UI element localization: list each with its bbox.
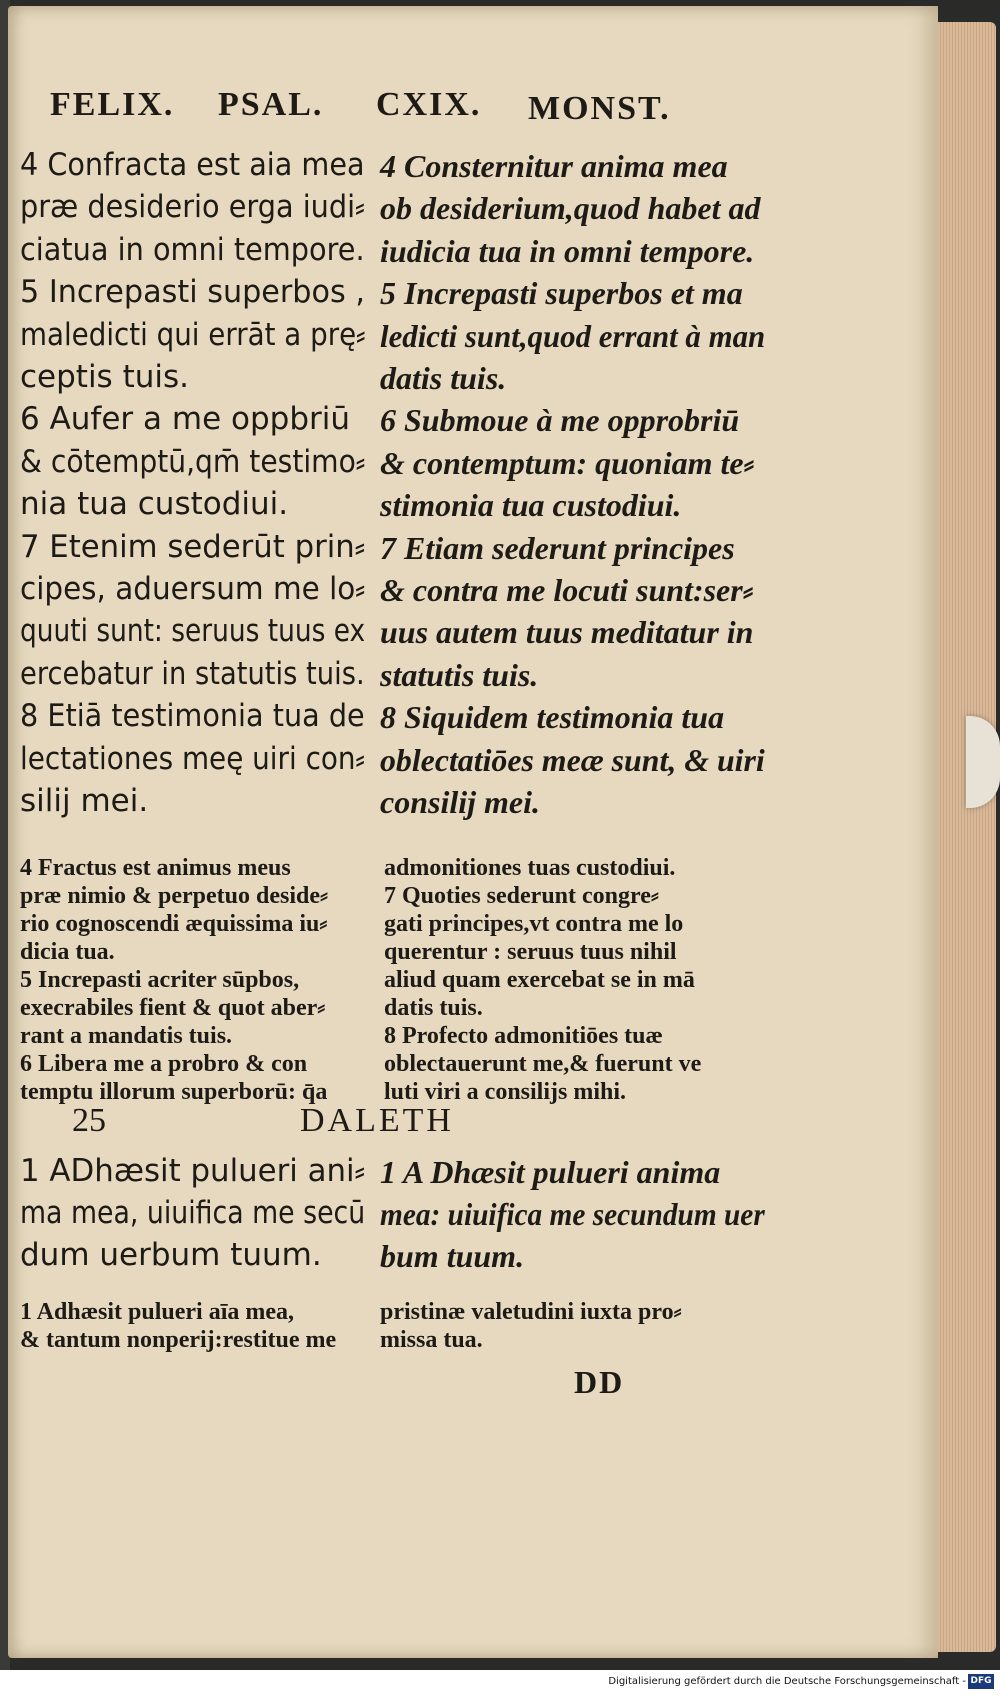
gloss-line: gati principes,vt contra me lo — [384, 911, 684, 937]
section-number: 25 — [72, 1102, 106, 1139]
verse-line: 8 Siquidem testimonia tua — [380, 699, 725, 736]
verse-line: 1 ADhæsit pulueri ani⸗ — [20, 1153, 365, 1189]
gloss-line: pristinæ valetudini iuxta pro⸗ — [380, 1299, 682, 1325]
verse-line: ledicti sunt,quod errant à man — [380, 317, 766, 354]
gloss-line: rant a mandatis tuis. — [20, 1023, 233, 1049]
verse-line: quuti sunt: seruus tuus ex — [20, 613, 366, 650]
gloss-line: temptu illorum superborū: q̄a — [20, 1079, 328, 1105]
gloss-line: luti viri a consilijs mihi. — [384, 1079, 627, 1105]
page-tab-marker — [966, 716, 1000, 808]
section-title: DALETH — [300, 1102, 454, 1139]
gloss-line: querentur : seruus tuus nihil — [384, 939, 677, 965]
verse-line: 4 Confracta est aia mea — [20, 147, 365, 183]
gloss-line: execrabiles fient & quot aber⸗ — [20, 995, 326, 1021]
gloss-line: præ nimio & perpetuo deside⸗ — [20, 883, 328, 909]
gloss-line: 8 Profecto admonitiōes tuæ — [384, 1023, 663, 1049]
verse-line: maledicti qui errāt a prę⸗ — [20, 316, 366, 353]
footer-bar — [0, 1670, 1000, 1695]
verse-line: ciatua in omni tempore. — [20, 231, 365, 268]
verse-line: dum uerbum tuum. — [20, 1237, 322, 1273]
verse-line: cipes, aduersum me lo⸗ — [20, 571, 366, 607]
verse-line: ob desiderium,quod habet ad — [380, 190, 761, 227]
verse-line: 5 Increpasti superbos et ma — [380, 275, 743, 312]
header-felix: FELIX. — [50, 86, 175, 123]
verse-line: 7 Etenim sederūt prin⸗ — [20, 528, 365, 565]
footer-credit: Digitalisierung gefördert durch die Deutsche Forschungsgemeinschaft - — [608, 1676, 966, 1687]
verse-line: & contra me locuti sunt:ser⸗ — [380, 572, 754, 608]
gloss-line: datis tuis. — [384, 995, 483, 1021]
verse-line: datis tuis. — [380, 360, 507, 396]
gloss-line: dicia tua. — [20, 939, 115, 965]
verse-line: 8 Etiā testimonia tua de — [20, 698, 365, 735]
verse-line: 7 Etiam sederunt principes — [380, 529, 735, 566]
gloss-line: 7 Quoties sederunt congre⸗ — [384, 883, 659, 909]
gloss-line: 4 Fractus est animus meus — [20, 855, 291, 881]
verse-line: statutis tuis. — [380, 656, 539, 693]
verse-line: silij mei. — [20, 783, 149, 819]
verse-line: 6 Aufer a me oppbriū — [20, 401, 350, 438]
header-psal: PSAL. — [218, 86, 324, 123]
verse-line: ceptis tuis. — [20, 359, 189, 395]
gloss-line: 5 Increpasti acriter sūpbos, — [20, 967, 300, 993]
dfg-logo: DFG — [968, 1674, 994, 1689]
gloss-line: missa tua. — [380, 1327, 483, 1353]
verse-line: 6 Submoue à me opprobriū — [380, 402, 740, 439]
verse-line: & cōtemptū,qm̄ testimo⸗ — [20, 443, 366, 480]
verse-line: nia tua custodiui. — [20, 486, 289, 523]
gloss-line: oblectauerunt me,& fuerunt ve — [384, 1051, 702, 1077]
verse-line: bum tuum. — [380, 1238, 525, 1274]
header-monst: MONST. — [528, 90, 671, 127]
header-numeral: CXIX. — [376, 86, 482, 123]
gloss-line: aliud quam exercebat se in mā — [384, 967, 695, 993]
gloss-line: & tantum nonperij:restitue me — [20, 1327, 337, 1353]
gloss-line: 1 Adhæsit pulueri aīa mea, — [20, 1299, 295, 1325]
verse-line: & contemptum: quoniam te⸗ — [380, 444, 755, 481]
verse-line: 1 A Dhæsit pulueri anima — [380, 1154, 721, 1190]
verse-line: ma mea, uiuifica me secū — [20, 1195, 366, 1231]
verse-line: oblectatiōes meæ sunt, & uiri — [380, 741, 765, 778]
verse-line: mea: uiuifica me secundum uer — [380, 1196, 765, 1232]
verse-line: consilij mei. — [380, 784, 540, 820]
verse-line: 5 Increpasti superbos , — [20, 274, 365, 311]
verse-line: iudicia tua in omni tempore. — [380, 232, 755, 269]
book-page — [8, 6, 938, 1658]
page-fore-edge — [938, 22, 996, 1652]
gloss-line: admonitiones tuas custodiui. — [384, 855, 676, 881]
verse-line: uus autem tuus meditatur in — [380, 614, 754, 651]
verse-line: 4 Consternitur anima mea — [380, 148, 728, 184]
verse-line: præ desiderio erga iudi⸗ — [20, 189, 365, 226]
gloss-line: rio cognoscendi æquissima iu⸗ — [20, 911, 328, 937]
catchword: DD — [574, 1364, 625, 1400]
verse-line: ercebatur in statutis tuis. — [20, 655, 365, 692]
verse-line: stimonia tua custodiui. — [380, 487, 682, 524]
verse-line: lectationes meę uiri con⸗ — [20, 740, 365, 777]
gloss-line: 6 Libera me a probro & con — [20, 1051, 308, 1077]
